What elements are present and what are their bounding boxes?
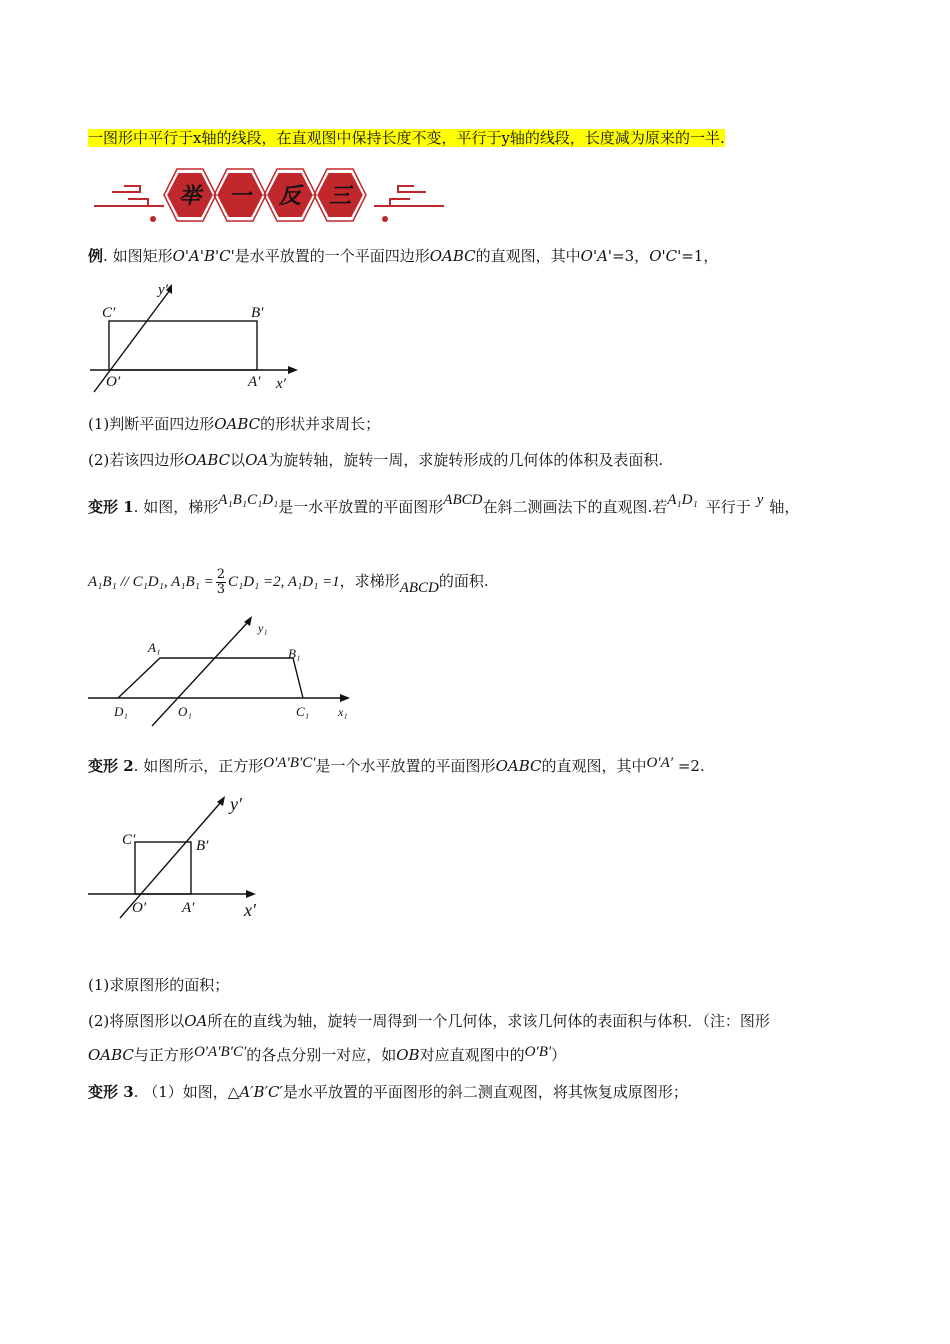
intro-text: [88, 127, 725, 149]
label-x: x′: [276, 376, 286, 392]
v3-label: 变形 3: [88, 1083, 134, 1101]
v2-label-c: C′: [122, 832, 136, 848]
v2-text-c: 的直观图，其中: [541, 757, 647, 775]
v2-q2-a: (2)将原图形以: [88, 1012, 185, 1030]
v1-text-d: 平行于: [705, 498, 751, 516]
v1-label-d: D₁: [114, 704, 128, 719]
banner-char-3: 反: [278, 183, 302, 208]
v2-q2-line1: [88, 1010, 770, 1032]
example-sep: .: [103, 247, 108, 265]
v2-statement: [88, 755, 705, 778]
v2-q2-e: 对应直观图中的: [419, 1046, 525, 1064]
v2-text-a: 如图所示，正方形: [143, 757, 264, 775]
v1-text-c: 在斜二测画法下的直观图.若: [482, 498, 668, 516]
v1-text-a: 如图，梯形: [143, 498, 219, 516]
v1-seg: A₁D₁: [667, 492, 698, 508]
label-o: O′: [106, 374, 121, 390]
v1-text-f: ，求梯形: [339, 572, 400, 590]
intro-highlight: 一图形中平行于x轴的线段，在直观图中保持长度不变，平行于y轴的线段，长度减为原来的一半.: [88, 129, 725, 147]
v3-sep: .: [133, 1083, 139, 1101]
example-q1: [88, 413, 380, 435]
v1-text-g: 的面积.: [438, 572, 489, 590]
v1-shape: ABCD: [443, 492, 483, 508]
v1-label-b: B₁: [288, 646, 301, 661]
example-q1-b: 的形状并求周长；: [260, 415, 381, 433]
v3-statement: [88, 1081, 688, 1103]
example-q1-shape: OABC: [214, 415, 261, 433]
example-v1: =3，: [612, 247, 650, 265]
v2-q2-ob: OB: [396, 1046, 420, 1064]
v1-cond2: C₁D₁ =2, A₁D₁ =1: [228, 574, 340, 590]
example-q2: [88, 449, 663, 471]
v2-label-x: x′: [244, 900, 256, 920]
example-m1: O'A': [580, 247, 613, 265]
label-c: C′: [102, 305, 116, 321]
v2-label: 变形 2: [88, 757, 134, 775]
example-v2: =1，: [681, 247, 719, 265]
v2-q2-f: ）: [551, 1046, 567, 1064]
v2-seg: O′A′: [646, 755, 674, 771]
v1-axis: y: [756, 492, 764, 508]
v1-condition: [88, 566, 489, 597]
banner-ju-yi-fan-san: [88, 166, 450, 224]
example-q2-shape: OABC: [184, 451, 231, 469]
v2-q2-ob2: O′B′: [524, 1044, 552, 1060]
v1-label-y: y₁: [258, 621, 268, 635]
example-q2-c: 为旋转轴，旋转一周，求旋转形成的几何体的体积及表面积.: [268, 451, 664, 469]
label-b: B′: [251, 305, 264, 321]
example-q2-b: 以: [230, 451, 246, 469]
v1-sep: .: [133, 498, 139, 516]
v1-text-e: 轴，: [769, 498, 800, 516]
v2-q2-b: 所在的直线为轴，旋转一周得到一个几何体，求该几何体的表面积与体积．（注：图形: [207, 1012, 770, 1030]
banner-char-4: 三: [328, 183, 352, 208]
v2-q2-shape: OABC: [88, 1046, 134, 1064]
v1-text-b: 是一水平放置的平面图形: [278, 498, 444, 516]
banner-char-2: 一: [228, 183, 252, 208]
label-y: y′: [158, 282, 168, 298]
v3-tri: △A′B′C′: [227, 1083, 283, 1101]
v1-fraction: [216, 568, 226, 597]
v1-figure: [88, 612, 360, 730]
v2-label-o: O′: [132, 900, 147, 916]
v2-q1-text: (1)求原图形的面积；: [88, 976, 230, 994]
v2-val: =2: [673, 757, 700, 775]
v1-frac-num: 2: [216, 566, 225, 582]
v2-end: .: [699, 757, 705, 775]
v2-figure: [88, 792, 278, 926]
example-q2-a: (2)若该四边形: [88, 451, 185, 469]
v1-label-o: O₁: [178, 704, 192, 719]
v2-q2-axis: OA: [184, 1012, 208, 1030]
example-statement: [88, 245, 718, 267]
example-figure: [88, 280, 308, 398]
example-text-c: 的直观图，其中: [475, 247, 581, 265]
example-text-a: 如图矩形: [112, 247, 173, 265]
v1-statement: [88, 492, 800, 519]
v2-q2-c: 与正方形: [133, 1046, 194, 1064]
example-rect-name: O'A'B'C': [172, 247, 235, 265]
v2-q1: [88, 974, 229, 996]
example-text-b: 是水平放置的一个平面四边形: [234, 247, 430, 265]
v1-label-a: A₁: [148, 640, 161, 655]
v1-shape-2: ABCD: [399, 580, 439, 596]
v2-q2-sq: O′A′B′C′: [193, 1044, 247, 1060]
banner-char-1: 举: [178, 183, 202, 208]
example-q1-a: (1)判断平面四边形: [88, 415, 215, 433]
example-label: 例: [88, 247, 104, 265]
label-a: A′: [248, 374, 261, 390]
v2-shape: OABC: [495, 757, 542, 775]
example-m2: O'C': [649, 247, 682, 265]
example-shape: OABC: [429, 247, 476, 265]
v1-frac-den: 3: [216, 581, 225, 597]
v2-q2-line2: [88, 1044, 566, 1067]
v2-label-a: A′: [182, 900, 195, 916]
v2-sep: .: [133, 757, 139, 775]
v1-cond: A₁B₁ // C₁D₁, A₁B₁ =: [88, 574, 214, 590]
v2-q2-d: 的各点分别一对应，如: [246, 1046, 397, 1064]
v1-label: 变形 1: [88, 498, 134, 516]
v2-label-b: B′: [196, 838, 209, 854]
v1-trap: A₁B₁C₁D₁: [218, 492, 279, 508]
example-q2-axis: OA: [245, 451, 269, 469]
v2-label-y: y′: [230, 794, 242, 814]
v3-text-b: 是水平放置的平面图形的斜二测直观图，将其恢复成原图形；: [282, 1083, 688, 1101]
v3-text-a: （1）如图，: [143, 1083, 228, 1101]
v1-label-x: x₁: [338, 705, 348, 719]
v1-label-c: C₁: [296, 704, 310, 719]
v2-text-b: 是一个水平放置的平面图形: [315, 757, 496, 775]
v2-sq: O′A′B′C′: [263, 755, 316, 771]
